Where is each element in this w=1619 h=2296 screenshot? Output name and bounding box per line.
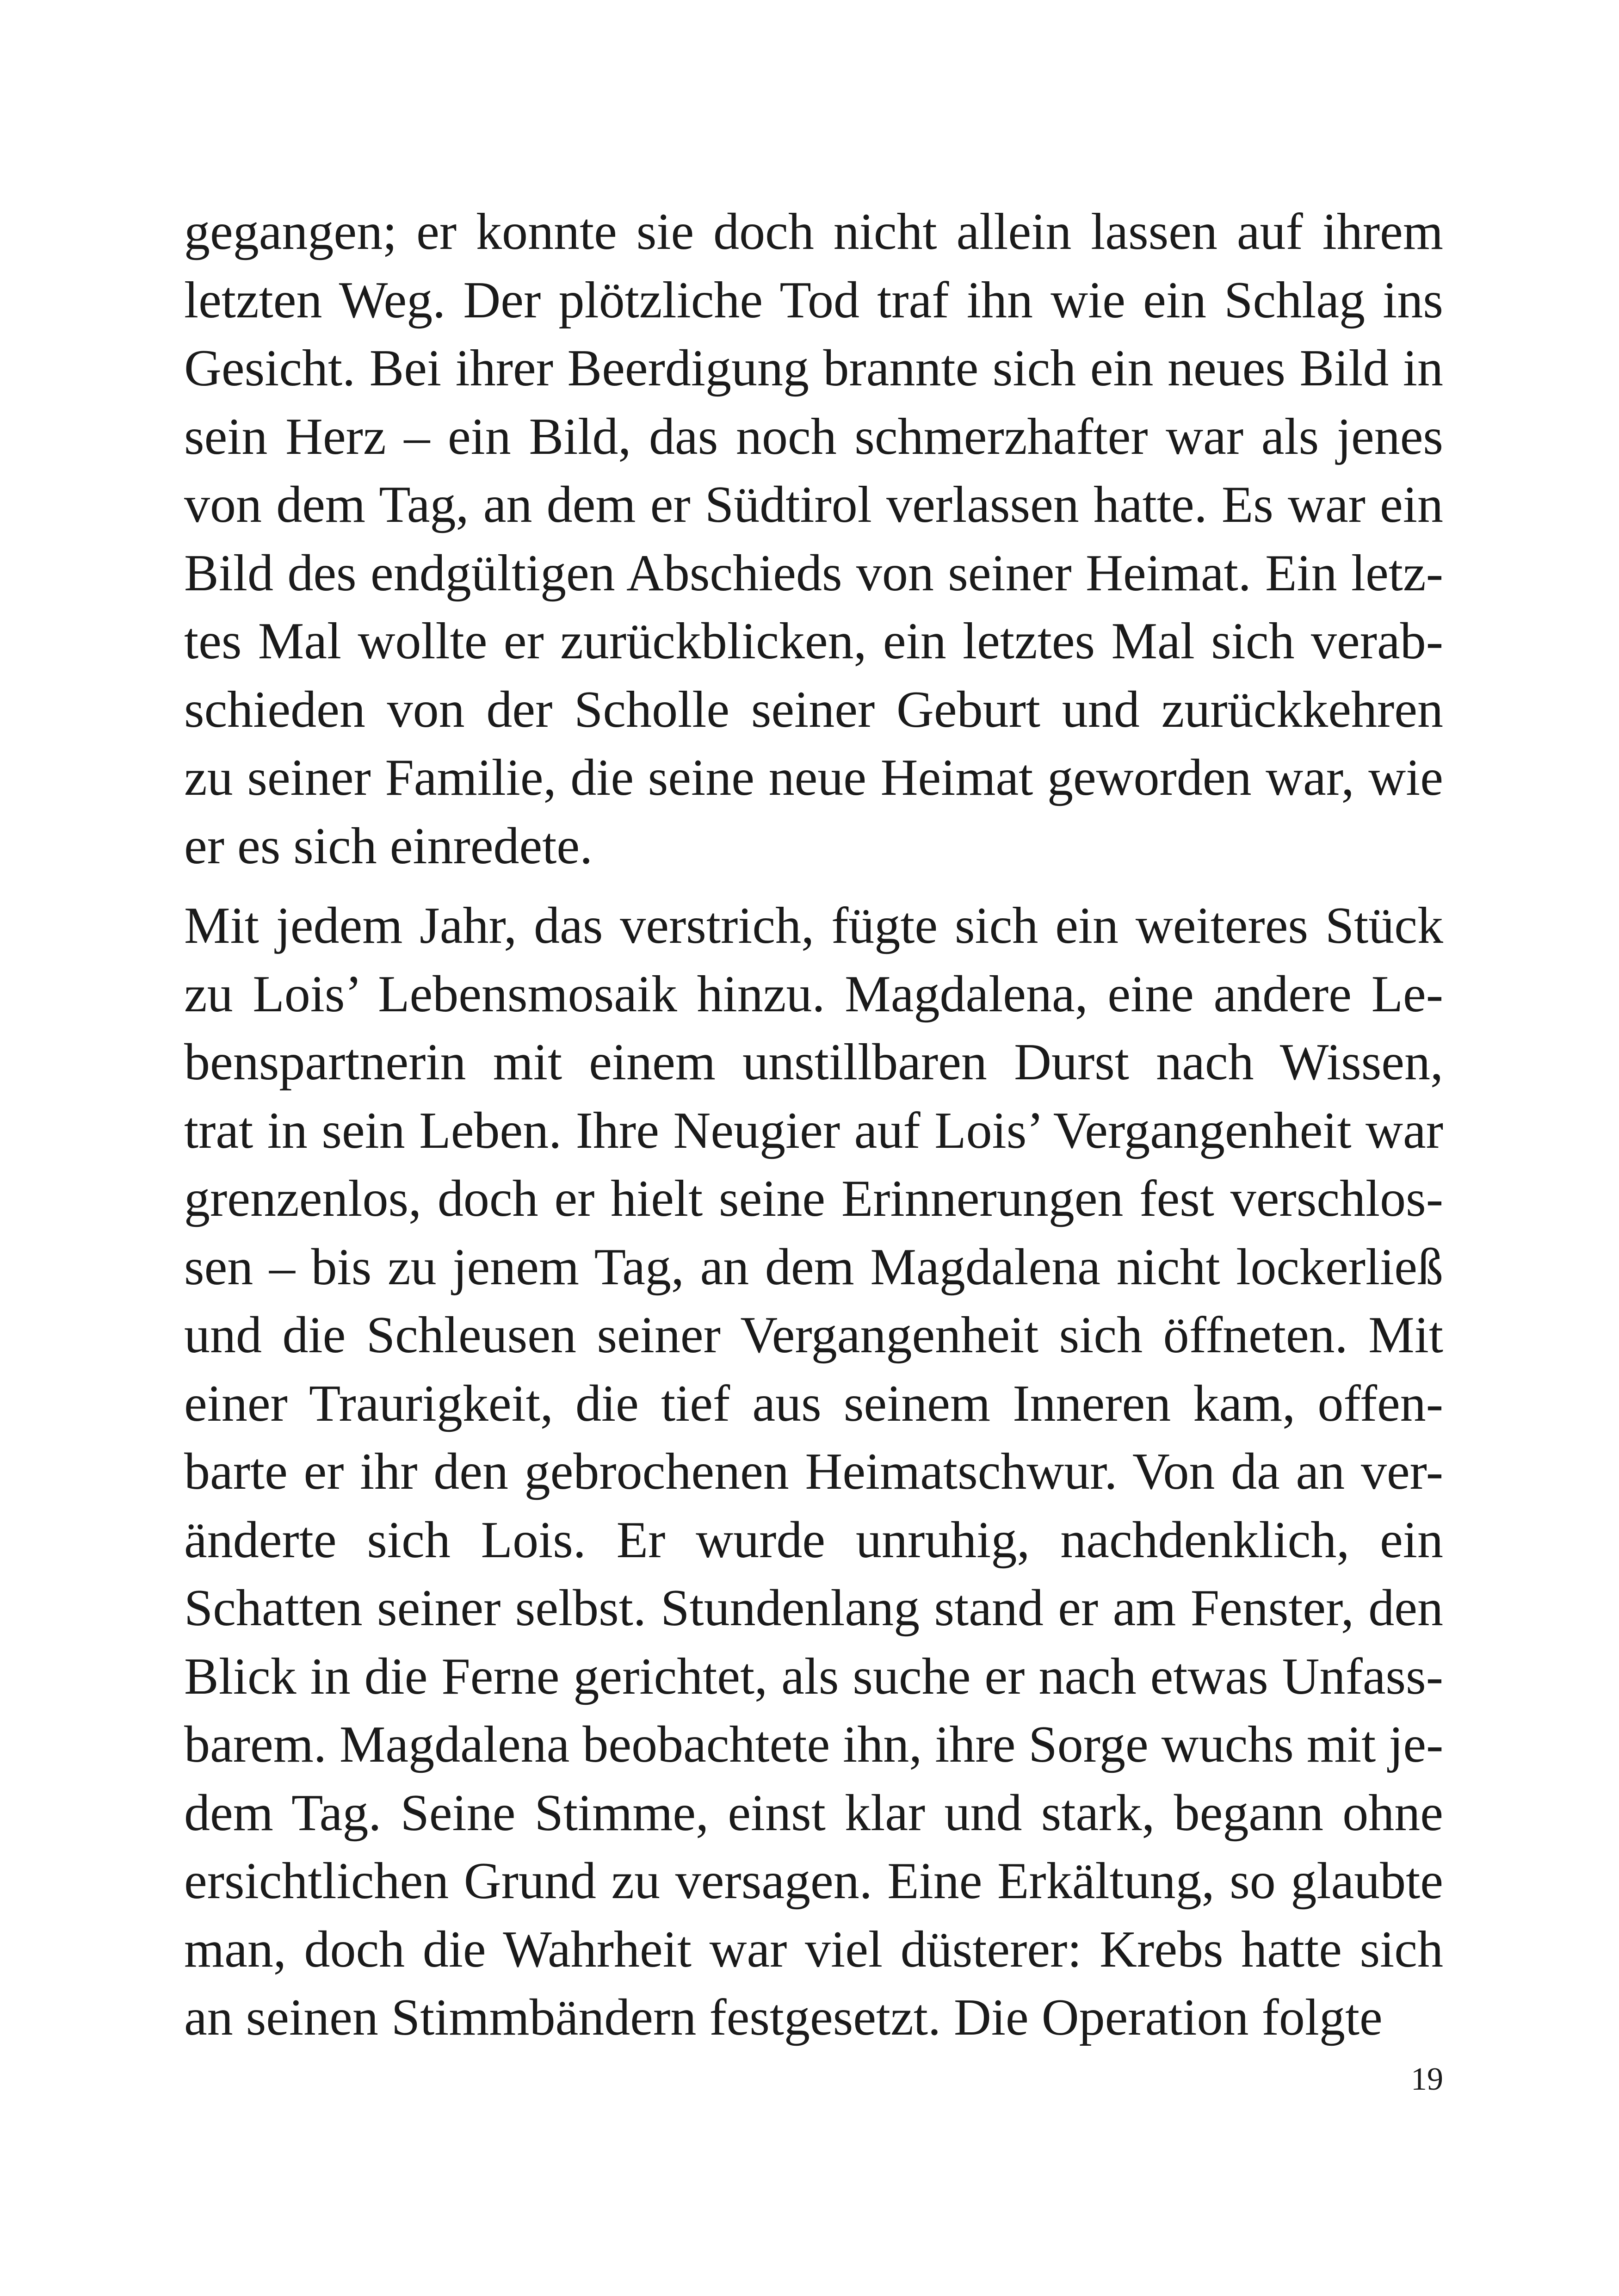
text-line: letzten Weg. Der plötzliche Tod traf ihn wie ein Schlag ins <box>184 271 1443 329</box>
text-line: Bild des endgültigen Abschieds von seiner Heimat. Ein letz- <box>184 544 1443 602</box>
text-line: Mit jedem Jahr, das verstrich, fügte sich ein weiteres Stück <box>184 897 1443 954</box>
paragraph-2 <box>184 892 1443 2052</box>
text-line: trat in sein Leben. Ihre Neugier auf Lois’ Vergangenheit war <box>184 1102 1443 1159</box>
text-line: dem Tag. Seine Stimme, einst klar und stark, begann ohne <box>184 1784 1443 1842</box>
text-line: Gesicht. Bei ihrer Beerdigung brannte sich ein neues Bild in <box>184 340 1443 397</box>
text-line: ersichtlichen Grund zu versagen. Eine Erkältung, so glaubte <box>184 1852 1443 1910</box>
text-line: tes Mal wollte er zurückblicken, ein letztes Mal sich verab- <box>184 613 1443 670</box>
text-line: sen – bis zu jenem Tag, an dem Magdalena nicht lockerließ <box>184 1238 1443 1296</box>
text-line: Schatten seiner selbst. Stundenlang stand er am Fenster, den <box>184 1579 1443 1637</box>
text-line: einer Traurigkeit, die tief aus seinem Inneren kam, offen- <box>184 1374 1443 1432</box>
text-line: an seinen Stimmbändern festgesetzt. Die Operation folgte <box>184 1989 1383 2046</box>
text-line: barte er ihr den gebrochenen Heimatschwur. Von da an ver- <box>184 1443 1443 1500</box>
text-line: von dem Tag, an dem er Südtirol verlassen hatte. Es war ein <box>184 476 1443 533</box>
paragraph-1 <box>184 198 1443 880</box>
text-line: änderte sich Lois. Er wurde unruhig, nachdenklich, ein <box>184 1511 1443 1569</box>
text-line: schieden von der Scholle seiner Geburt und zurückkehren <box>184 681 1443 738</box>
page-number: 19 <box>1411 2061 1443 2097</box>
text-line: man, doch die Wahrheit war viel düsterer: Krebs hatte sich <box>184 1920 1443 1978</box>
text-line: und die Schleusen seiner Vergangenheit sich öffneten. Mit <box>184 1306 1443 1364</box>
text-line: zu seiner Familie, die seine neue Heimat geworden war, wie <box>184 749 1443 806</box>
text-line: Blick in die Ferne gerichtet, als suche er nach etwas Unfass- <box>184 1647 1443 1705</box>
text-line: er es sich einredete. <box>184 817 593 875</box>
text-line: sein Herz – ein Bild, das noch schmerzhafter war als jenes <box>184 408 1443 465</box>
text-line: grenzenlos, doch er hielt seine Erinnerungen fest verschlos- <box>184 1170 1443 1227</box>
text-line: zu Lois’ Lebensmosaik hinzu. Magdalena, eine andere Le- <box>184 965 1443 1023</box>
text-line: gegangen; er konnte sie doch nicht allein lassen auf ihrem <box>184 203 1443 260</box>
text-line: barem. Magdalena beobachtete ihn, ihre Sorge wuchs mit je- <box>184 1716 1444 1773</box>
text-line: benspartnerin mit einem unstillbaren Durst nach Wissen, <box>184 1034 1443 1091</box>
